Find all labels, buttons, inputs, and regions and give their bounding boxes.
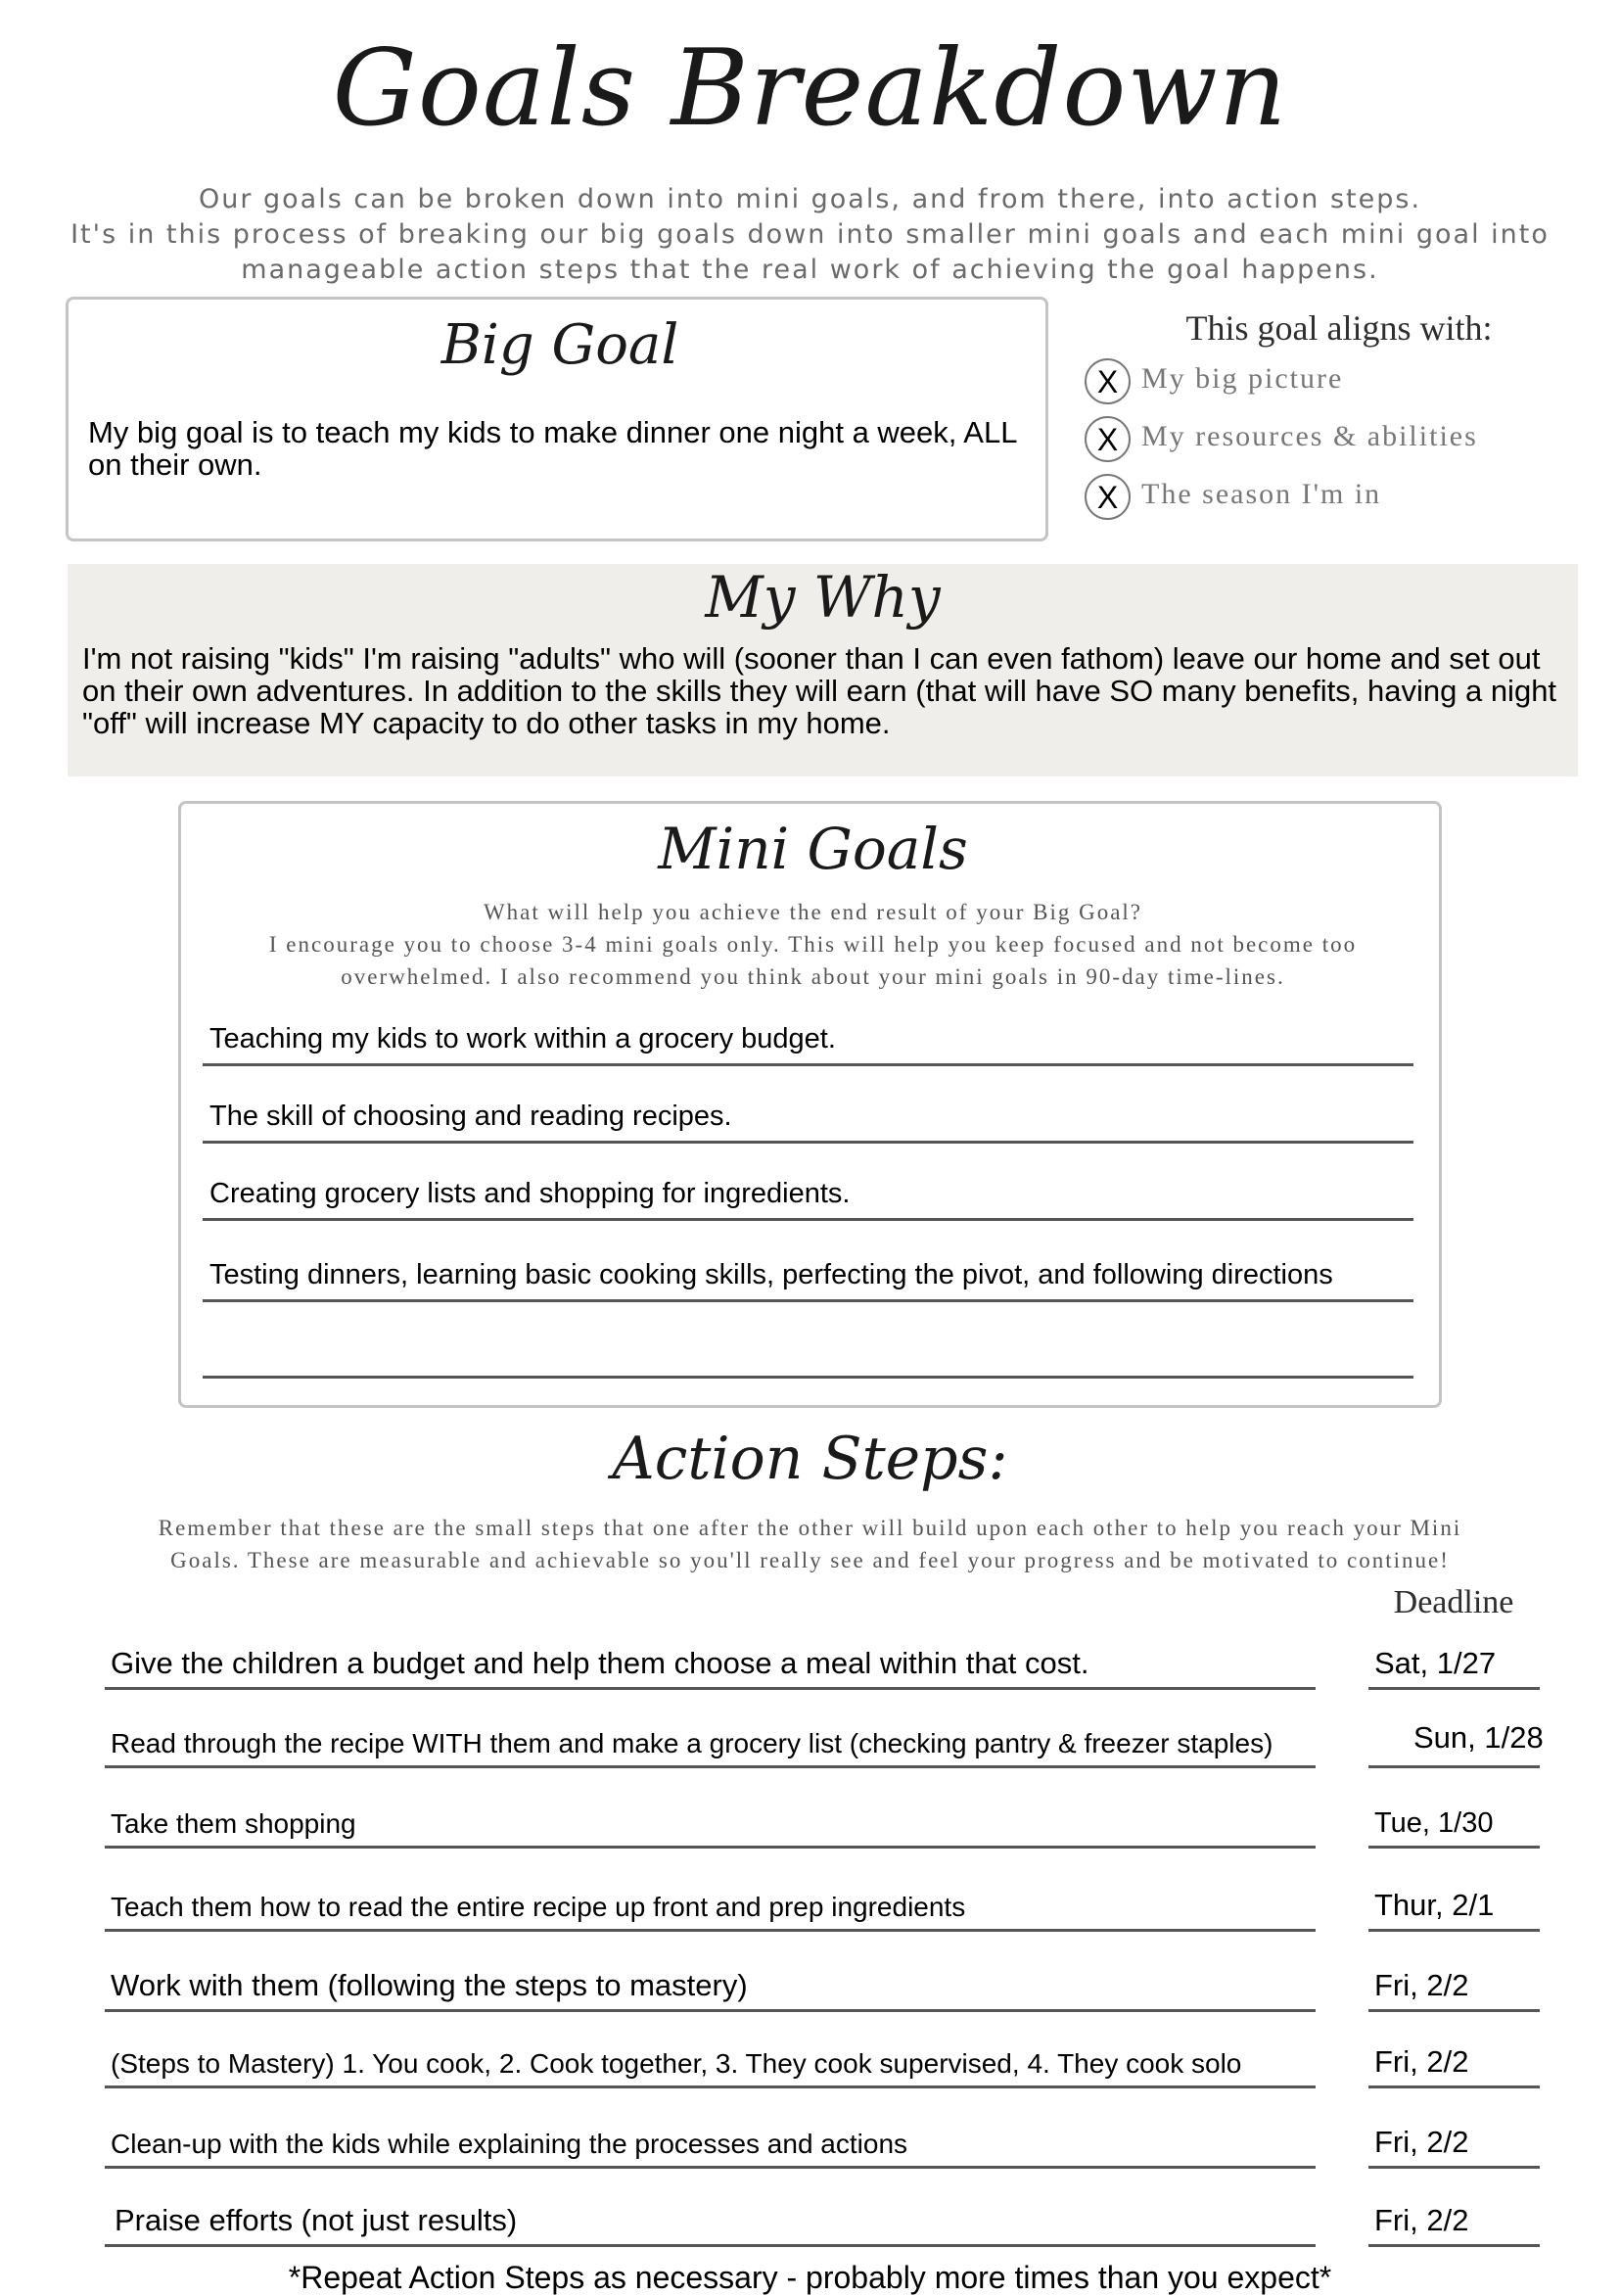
deadline-text: Fri, 2/2	[1374, 2203, 1469, 2237]
alignment-label: The season I'm in	[1141, 478, 1382, 510]
mini-goal-text: Testing dinners, learning basic cooking skills, perfecting the pivot, and following directions	[209, 1259, 1333, 1290]
deadline-text: Fri, 2/2	[1374, 1968, 1469, 2002]
mini-goal-line[interactable]	[203, 1167, 1413, 1221]
action-steps-heading: Action Steps:	[612, 1425, 1008, 1493]
mini-goal-line[interactable]	[203, 1090, 1413, 1144]
action-step-text: Work with them (following the steps to mastery)	[111, 1968, 748, 2002]
deadline-text: Tue, 1/30	[1374, 1807, 1494, 1839]
intro-line: Our goals can be broken down into mini goals, and from there, into action steps.	[198, 184, 1422, 214]
deadline-line[interactable]	[1368, 2127, 1540, 2169]
mini-goal-text: The skill of choosing and reading recipes.	[209, 1101, 732, 1132]
alignment-title: This goal aligns with:	[1185, 308, 1493, 348]
mini-goals-box	[178, 801, 1442, 1408]
action-step-text: Teach them how to read the entire recipe up front and prep ingredients	[111, 1892, 966, 1922]
my-why-field[interactable]: I'm not raising "kids" I'm raising "adults" who will (sooner than I can even fathom) leave our home and set out on their own adventures. In addition to the skills they will earn (that will have SO many benefits, having a night "off" will increase MY capacity to do other tasks in my home.	[82, 641, 1557, 740]
deadline-text: Sun, 1/28	[1413, 1720, 1544, 1755]
action-step-line[interactable]	[105, 1648, 1316, 1690]
checkbox-circle[interactable]: X	[1085, 474, 1131, 520]
deadline-text: Fri, 2/2	[1374, 2125, 1469, 2159]
action-step-text: Read through the recipe WITH them and make a grocery list (checking pantry & freezer staples)	[111, 1728, 1273, 1758]
intro-text	[39, 182, 1581, 288]
big-goal-field[interactable]: My big goal is to teach my kids to make dinner one night a week, ALL on their own.	[88, 415, 1017, 482]
instruction-line: overwhelmed. I also recommend you think about your mini goals in 90-day time-lines.	[341, 964, 1285, 989]
checkbox-circle[interactable]: X	[1085, 358, 1131, 404]
deadline-line[interactable]	[1368, 1720, 1544, 1768]
intro-line: It's in this process of breaking our big goals down into smaller mini goals and each mini goal into	[70, 219, 1550, 250]
deadline-line[interactable]	[1368, 2205, 1540, 2247]
alignment-item	[1085, 416, 1594, 469]
action-step-line[interactable]	[105, 2127, 1316, 2169]
mini-goal-text: Teaching my kids to work within a grocery budget.	[209, 1023, 836, 1054]
deadline-line[interactable]	[1368, 2046, 1540, 2088]
action-step-text: Praise efforts (not just results)	[115, 2203, 518, 2237]
deadline-header: Deadline	[1393, 1584, 1514, 1620]
mini-goal-line[interactable]	[203, 1248, 1413, 1302]
mini-goal-text: Creating grocery lists and shopping for ingredients.	[209, 1178, 851, 1209]
mini-goal-line[interactable]	[203, 1012, 1413, 1066]
instruction-line: Goals. These are measurable and achievable so you'll really see and feel your progress and be motivated to continue!	[170, 1548, 1450, 1572]
action-step-line[interactable]	[105, 1806, 1316, 1849]
deadline-line[interactable]	[1368, 1648, 1540, 1690]
instruction-line: I encourage you to choose 3-4 mini goals only. This will help you keep focused and not become too	[268, 932, 1358, 957]
checkbox-circle[interactable]: X	[1085, 416, 1131, 462]
mini-goals-instructions	[201, 896, 1425, 993]
mini-goals-heading: Mini Goals	[658, 816, 968, 882]
action-step-line[interactable]	[105, 2205, 1316, 2247]
my-why-heading: My Why	[705, 564, 941, 631]
big-goal-box	[66, 297, 1048, 541]
alignment-item	[1085, 474, 1594, 527]
action-step-line[interactable]	[105, 1890, 1316, 1932]
deadline-text: Sat, 1/27	[1374, 1646, 1497, 1680]
my-why-panel	[68, 564, 1578, 776]
instruction-line: What will help you achieve the end result of your Big Goal?	[483, 900, 1143, 924]
deadline-line[interactable]	[1368, 1890, 1540, 1932]
big-goal-heading: Big Goal	[440, 313, 679, 377]
action-step-line[interactable]	[105, 2046, 1316, 2088]
action-step-line[interactable]	[105, 1726, 1316, 1768]
action-step-text: (Steps to Mastery) 1. You cook, 2. Cook together, 3. They cook supervised, 4. They cook solo	[111, 2048, 1242, 2079]
action-step-line[interactable]	[105, 1970, 1316, 2012]
instruction-line: Remember that these are the small steps that one after the other will build upon each other to help you reach your Mini	[158, 1516, 1462, 1540]
action-step-text: Give the children a budget and help them choose a meal within that cost.	[111, 1646, 1089, 1680]
action-step-text: Clean-up with the kids while explaining the processes and actions	[111, 2129, 908, 2159]
alignment-label: My resources & abilities	[1141, 420, 1478, 452]
footnote: *Repeat Action Steps as necessary - probably more times than you expect*	[288, 2260, 1332, 2295]
intro-line: manageable action steps that the real work of achieving the goal happens.	[241, 255, 1379, 285]
deadline-text: Fri, 2/2	[1374, 2044, 1469, 2079]
deadline-text: Thur, 2/1	[1374, 1888, 1495, 1922]
action-step-text: Take them shopping	[111, 1808, 356, 1839]
alignment-item	[1085, 358, 1594, 411]
alignment-label: My big picture	[1141, 362, 1344, 395]
page-title: Goals Breakdown	[332, 27, 1288, 150]
action-steps-instructions	[59, 1512, 1561, 1576]
deadline-line[interactable]	[1368, 1806, 1540, 1849]
deadline-line[interactable]	[1368, 1970, 1540, 2012]
mini-goal-line[interactable]	[203, 1325, 1413, 1379]
